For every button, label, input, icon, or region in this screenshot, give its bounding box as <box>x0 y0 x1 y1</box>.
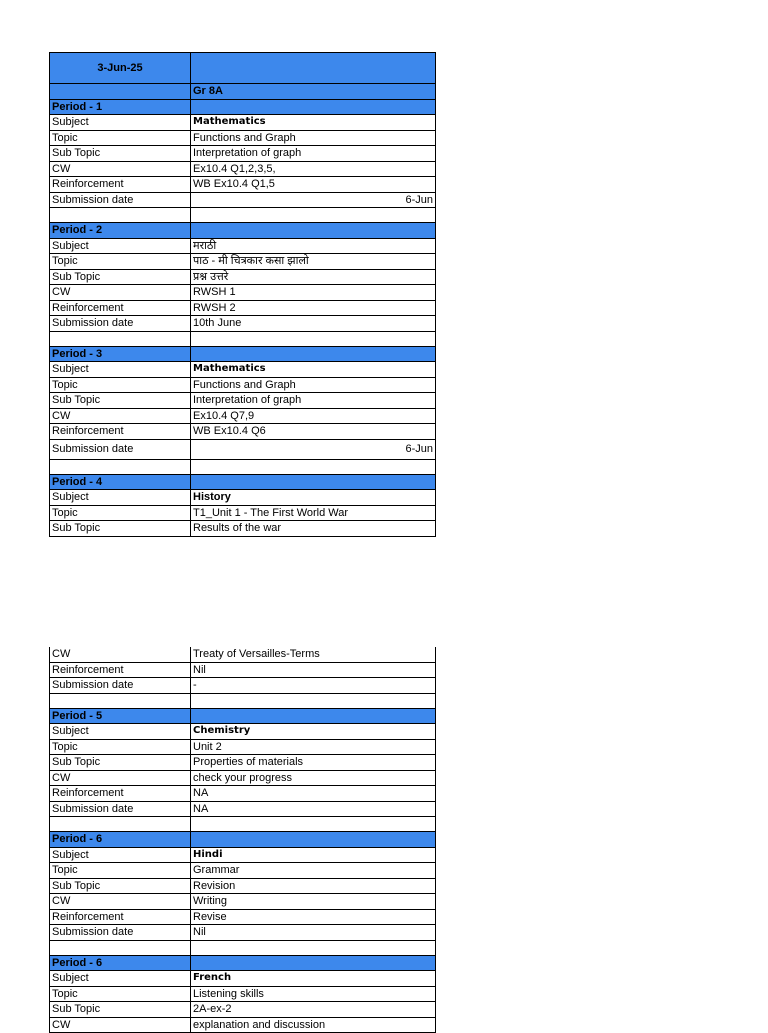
table-row <box>49 724 436 740</box>
period-header-blank <box>190 100 436 116</box>
row-label: Reinforcement <box>49 663 190 679</box>
row-label: Subject <box>49 362 190 378</box>
row-label: CW <box>49 409 190 425</box>
period-header-row <box>49 347 436 363</box>
row-label: Subject <box>49 848 190 864</box>
spacer-cell <box>49 694 190 709</box>
table-row <box>49 786 436 802</box>
row-value: पाठ - मी चित्रकार कसा झालो <box>190 254 436 270</box>
table-row <box>49 193 436 209</box>
table-row <box>49 647 436 663</box>
row-value: explanation and discussion <box>190 1018 436 1033</box>
date-blank-cell <box>190 53 436 84</box>
row-value: WB Ex10.4 Q1,5 <box>190 177 436 193</box>
row-label: Reinforcement <box>49 177 190 193</box>
spacer-cell <box>190 460 436 475</box>
subject-value: Hindi <box>190 848 436 864</box>
period-title: Period - 2 <box>49 223 190 239</box>
row-label: Sub Topic <box>49 755 190 771</box>
period-header-blank <box>190 347 436 363</box>
row-label: Sub Topic <box>49 146 190 162</box>
period-header-row <box>49 709 436 725</box>
row-label: Sub Topic <box>49 270 190 286</box>
row-label: Submission date <box>49 802 190 818</box>
table-row <box>49 362 436 378</box>
table-row <box>49 971 436 987</box>
row-label: Topic <box>49 863 190 879</box>
period-title: Period - 5 <box>49 709 190 725</box>
row-value: T1_Unit 1 - The First World War <box>190 506 436 522</box>
row-label: CW <box>49 285 190 301</box>
submission-date-value: 6-Jun <box>190 193 436 209</box>
period-title: Period - 3 <box>49 347 190 363</box>
row-value: WB Ex10.4 Q6 <box>190 424 436 440</box>
period-title: Period - 6 <box>49 956 190 972</box>
row-value: Revision <box>190 879 436 895</box>
row-value: Listening skills <box>190 987 436 1003</box>
row-label: CW <box>49 771 190 787</box>
row-label: Submission date <box>49 316 190 332</box>
table-row <box>49 506 436 522</box>
submission-date-value: Nil <box>190 925 436 941</box>
row-label: Submission date <box>49 925 190 941</box>
period-title: Period - 1 <box>49 100 190 116</box>
table-row <box>49 490 436 506</box>
period-header-blank <box>190 223 436 239</box>
row-value: Treaty of Versailles-Terms <box>190 647 436 663</box>
table-row <box>49 440 436 460</box>
period-header-blank <box>190 709 436 725</box>
submission-date-value: - <box>190 678 436 694</box>
period-header-blank <box>190 956 436 972</box>
spacer-row <box>49 208 436 223</box>
row-value: Grammar <box>190 863 436 879</box>
row-value: 2A-ex-2 <box>190 1002 436 1018</box>
table-row <box>49 131 436 147</box>
table-row <box>49 894 436 910</box>
timetable-page-1 <box>49 52 436 537</box>
row-label: CW <box>49 162 190 178</box>
class-blank-cell <box>49 84 190 100</box>
row-value: Ex10.4 Q1,2,3,5, <box>190 162 436 178</box>
table-row <box>49 301 436 317</box>
row-label: Sub Topic <box>49 1002 190 1018</box>
row-label: Submission date <box>49 678 190 694</box>
row-label: Sub Topic <box>49 879 190 895</box>
date-cell: 3-Jun-25 <box>49 53 190 84</box>
table-row <box>49 162 436 178</box>
table-row <box>49 521 436 537</box>
table-row <box>49 863 436 879</box>
row-label: Subject <box>49 115 190 131</box>
subject-value: Chemistry <box>190 724 436 740</box>
row-label: Reinforcement <box>49 786 190 802</box>
row-label: Reinforcement <box>49 301 190 317</box>
spacer-row <box>49 332 436 347</box>
submission-date-value: 6-Jun <box>190 440 436 460</box>
row-label: Subject <box>49 724 190 740</box>
spacer-cell <box>49 460 190 475</box>
table-row <box>49 378 436 394</box>
table-row <box>49 115 436 131</box>
period-header-row <box>49 223 436 239</box>
row-label: Topic <box>49 506 190 522</box>
table-row <box>49 239 436 255</box>
spacer-row <box>49 694 436 709</box>
row-value: Interpretation of graph <box>190 393 436 409</box>
subject-value: History <box>190 490 436 506</box>
date-row <box>49 53 436 84</box>
table-row <box>49 879 436 895</box>
spacer-cell <box>49 941 190 956</box>
submission-date-value: 10th June <box>190 316 436 332</box>
row-label: Topic <box>49 131 190 147</box>
timetable-page-2 <box>49 647 436 1033</box>
table-row <box>49 1002 436 1018</box>
table-row <box>49 663 436 679</box>
row-value: प्रश्न उत्तरे <box>190 270 436 286</box>
period-header-blank <box>190 475 436 491</box>
spacer-cell <box>190 694 436 709</box>
row-value: Interpretation of graph <box>190 146 436 162</box>
submission-date-value: NA <box>190 802 436 818</box>
table-row <box>49 285 436 301</box>
row-label: CW <box>49 647 190 663</box>
table-row <box>49 393 436 409</box>
spacer-cell <box>190 817 436 832</box>
row-label: Reinforcement <box>49 424 190 440</box>
table-row <box>49 740 436 756</box>
subject-value: Mathematics <box>190 362 436 378</box>
table-row <box>49 802 436 818</box>
row-value: Properties of materials <box>190 755 436 771</box>
row-value: Unit 2 <box>190 740 436 756</box>
table-row <box>49 771 436 787</box>
row-label: Subject <box>49 239 190 255</box>
row-value: Revise <box>190 910 436 926</box>
table-row <box>49 254 436 270</box>
row-value: Functions and Graph <box>190 131 436 147</box>
spacer-row <box>49 817 436 832</box>
period-title: Period - 4 <box>49 475 190 491</box>
spacer-cell <box>49 332 190 347</box>
spacer-cell <box>190 332 436 347</box>
row-label: Subject <box>49 971 190 987</box>
spacer-cell <box>190 208 436 223</box>
subject-value: मराठी <box>190 239 436 255</box>
row-label: Submission date <box>49 193 190 209</box>
table-row <box>49 409 436 425</box>
spacer-cell <box>49 817 190 832</box>
period-title: Period - 6 <box>49 832 190 848</box>
table-row <box>49 424 436 440</box>
table-row <box>49 987 436 1003</box>
table-row <box>49 910 436 926</box>
row-label: Topic <box>49 987 190 1003</box>
row-value: RWSH 2 <box>190 301 436 317</box>
table-row <box>49 316 436 332</box>
row-label: Reinforcement <box>49 910 190 926</box>
period-header-blank <box>190 832 436 848</box>
table-row <box>49 1018 436 1033</box>
subject-value: Mathematics <box>190 115 436 131</box>
row-value: Results of the war <box>190 521 436 537</box>
row-label: CW <box>49 894 190 910</box>
row-label: Submission date <box>49 440 190 460</box>
spacer-cell <box>190 941 436 956</box>
row-label: Topic <box>49 378 190 394</box>
table-row <box>49 678 436 694</box>
class-cell: Gr 8A <box>190 84 436 100</box>
table-row <box>49 848 436 864</box>
spacer-row <box>49 941 436 956</box>
row-value: Ex10.4 Q7,9 <box>190 409 436 425</box>
row-value: RWSH 1 <box>190 285 436 301</box>
table-row <box>49 177 436 193</box>
row-label: Topic <box>49 254 190 270</box>
class-row <box>49 84 436 100</box>
row-value: Nil <box>190 663 436 679</box>
row-value: NA <box>190 786 436 802</box>
table-row <box>49 146 436 162</box>
row-label: Sub Topic <box>49 393 190 409</box>
spacer-cell <box>49 208 190 223</box>
row-label: CW <box>49 1018 190 1033</box>
row-value: check your progress <box>190 771 436 787</box>
table-row <box>49 755 436 771</box>
table-row <box>49 925 436 941</box>
subject-value: French <box>190 971 436 987</box>
table-row <box>49 270 436 286</box>
period-header-row <box>49 832 436 848</box>
period-header-row <box>49 100 436 116</box>
row-value: Writing <box>190 894 436 910</box>
row-value: Functions and Graph <box>190 378 436 394</box>
spacer-row <box>49 460 436 475</box>
row-label: Sub Topic <box>49 521 190 537</box>
row-label: Subject <box>49 490 190 506</box>
period-header-row <box>49 956 436 972</box>
period-header-row <box>49 475 436 491</box>
row-label: Topic <box>49 740 190 756</box>
